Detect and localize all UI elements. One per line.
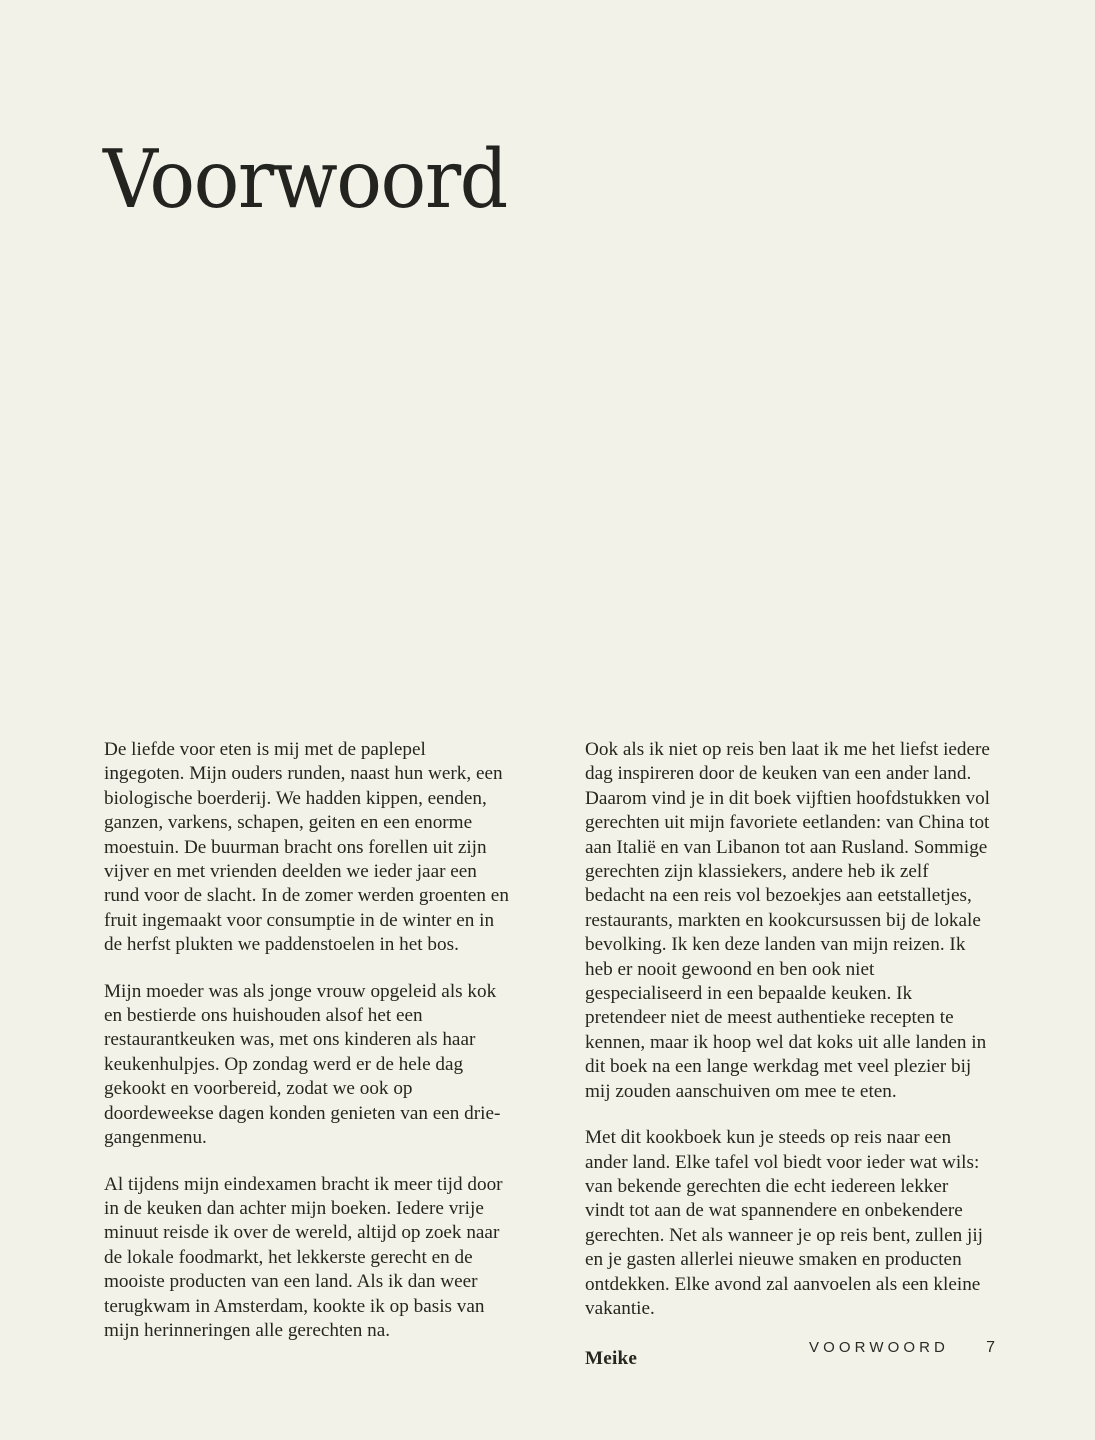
paragraph: Ook als ik niet op reis ben laat ik me het liefst iedere dag inspireren door de keuken van een ander land. Daarom vind je in dit boek vijftien hoofdstukken vol gerechten uit mijn favoriete eetlanden: van China tot aan Italië en van Libanon tot aan Rusland. Sommige gerechten zijn klassiekers, andere heb ik zelf bedacht na een reis vol bezoekjes aan eetstalletjes, restaurants, markten en kookcursussen bij de lokale bevolking. Ik ken deze landen van mijn reizen. Ik heb er nooit gewoond en ben ook niet gespecialiseerd in een bepaalde keuken. Ik pretendeer niet de meest authentieke recepten te kennen, maar ik hoop wel dat koks uit alle landen in dit boek na een lange werkdag met veel plezier bij mij zouden aanschuiven om mee te eten. — [585, 739, 990, 1102]
paragraph: Mijn moeder was als jonge vrouw opgeleid als kok en bestierde ons huishouden alsof het een restaurantkeuken was, met ons kinderen als haar keukenhulpjes. Op zondag werd er de hele dag gekookt en voorbereid, zodat we ook op doordeweekse dagen konden genieten van een drie-gangenmenu. — [104, 980, 501, 1149]
paragraph: Met dit kookboek kun je steeds op reis naar een ander land. Elke tafel vol biedt voor ieder wat wils: van bekende gerechten die echt iedereen lekker vindt tot aan de wat spannendere en onbekendere gerechten. Net als wanneer je op reis bent, zullen jij en je gasten allerlei nieuwe smaken en producten ontdekken. Elke avond zal aanvoelen als een kleine vakantie. — [585, 1127, 983, 1319]
paragraph: Al tijdens mijn eindexamen bracht ik meer tijd door in de keuken dan achter mijn boeken. Iedere vrije minuut reisde ik over de wereld, altijd op zoek naar de lokale foodmarkt, het lekkerste gerecht en de mooiste producten van een land. Als ik dan weer terugkwam in Amsterdam, kookte ik op basis van mijn herinneringen alle gerechten na. — [104, 1173, 503, 1341]
page-title: Voorwoord — [103, 131, 507, 226]
footer-section-label: VOORWOORD — [809, 1339, 949, 1356]
footer-page-number: 7 — [986, 1339, 995, 1356]
paragraph: De liefde voor eten is mij met de paplepel ingegoten. Mijn ouders runden, naast hun werk, een biologische boerderij. We hadden kippen, eenden, ganzen, varkens, schapen, geiten en een enorme moestuin. De buurman bracht ons forellen uit zijn vijver en met vrienden deelden we ieder jaar een rund voor de slacht. In de zomer werden groenten en fruit ingemaakt voor consumptie in de winter en in de herfst plukten we paddenstoelen in het bos. — [104, 739, 509, 956]
author-signature: Meike — [585, 1348, 638, 1370]
left-column — [104, 738, 511, 1372]
right-column — [585, 738, 992, 1372]
body-columns — [104, 738, 992, 1372]
page-footer — [809, 1339, 995, 1357]
